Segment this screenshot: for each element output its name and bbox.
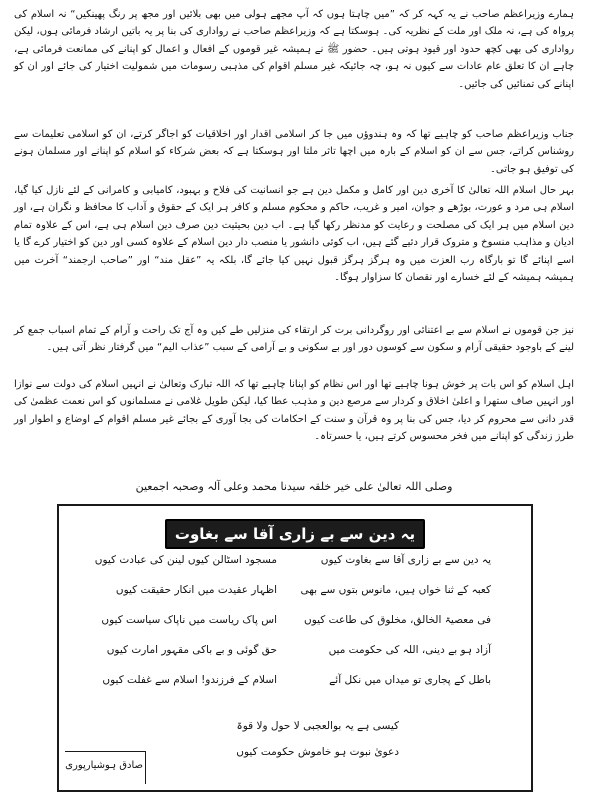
poet-signature: صادق ہوشیارپوری bbox=[65, 760, 143, 771]
article-paragraph-3: بہر حال اسلام اللہ تعالیٰ کا آخری دین اور کامل و مکمل دین ہے جو انسانیت کی فلاح و بہبود، کامیابی و کامرانی کے لئے نازل کیا گیا، اسلام ہی مرد و عورت، بوڑھے و جوان، امیر و غریب، حاکم و محکوم مسلم و کافر ہر ایک کے حقوق و آداب کا محافظ و نگران ہے، اور دین اسلام میں ہر ایک کی مصلحت و رعایت کو مدنظر رکھا گیا ہے۔ اب دین بحیثیت دین صرف دین اسلام ہی ہے، اس کے علاوہ تمام ادیان و مذاہب منسوخ و متروک قرار دئیے گئے ہیں، اب کوئی دانشور یا منصب دار دین اسلام کے علاوہ کسی اور دین کو اختیار کرے گا یا اسے اپنائے گا تو بارگاہ رب العزت میں وہ ہرگز ہرگز قبول نہیں کیا جائے گا، بلکہ یہ ”عقل مند“ اور ”صاحب ارجمند“ آخرت میں ہمیشہ ہمیشہ کے لئے خسارے اور نقصان کا سزاوار ہوگا۔ bbox=[14, 185, 574, 284]
poem-left-column bbox=[87, 554, 277, 714]
poem-verse: آزاد ہو بے دینی، اللہ کی حکومت میں bbox=[328, 644, 491, 656]
poem-verse: یہ دین سے بے زاری آقا سے بغاوت کیوں bbox=[320, 554, 491, 566]
poem-closing-couplet bbox=[199, 720, 399, 770]
poem-verse: فی معصیۃ الخالق، مخلوق کی طاعت کیوں bbox=[304, 614, 491, 626]
signature-box bbox=[65, 751, 146, 784]
poem-verse: حق گوئی و بے باکی مقہور امارت کیوں bbox=[106, 644, 277, 656]
poem-verse: کیسی ہے یہ بوالعجبی لا حول ولا قوۃ bbox=[236, 720, 399, 732]
poem-verse: دعویٰ نبوت ہو خاموش حکومت کیوں bbox=[236, 746, 399, 758]
article-paragraph-2: جناب وزیراعظم صاحب کو چاہیے تھا کہ وہ ہندوؤں میں جا کر اسلامی اقدار اور اخلاقیات کو اجاگر کرتے، ان کو اسلامی تعلیمات سے روشناس کراتے، جس سے ان کو اسلام کے بارہ میں اچھا تاثر ملتا اور ہوسکتا ہے کہ بعض شرکاء کو اسلام کو اپنانے اور مسلمان ہونے کی توفیق ہو جاتی۔ bbox=[14, 129, 574, 175]
poem-box bbox=[57, 504, 533, 792]
poem-verse: اس پاک ریاست میں ناپاک سیاست کیوں bbox=[101, 614, 277, 626]
poem-verse: باطل کے پجاری تو میداں میں نکل آئے bbox=[329, 674, 491, 686]
poem-verse: اظہار عقیدت میں انکار حقیقت کیوں bbox=[115, 584, 277, 596]
closing-blessing: وصلی اللہ تعالیٰ علی خیر خلقہ سیدنا محمد وعلی آلہ وصحبہ اجمعین bbox=[135, 480, 453, 493]
poem-verse: اسلام کے فرزندو! اسلام سے غفلت کیوں bbox=[102, 674, 277, 686]
poem-title: یہ دین سے بے زاری آقا سے بغاوت کیوں؟ bbox=[165, 519, 425, 549]
article-paragraph-4: نیز جن قوموں نے اسلام سے بے اعتنائی اور روگردانی برت کر ارتقاء کی منزلیں طے کیں وہ آج تک راحت و آرام کے تمام اسباب جمع کر لینے کے باوجود حقیقی آرام و سکون سے کوسوں دور اور بے سکونی و بے آرامی کے سبب ”عذاب الیم“ میں گرفتار نظر آتی ہیں۔ bbox=[14, 325, 574, 354]
article-paragraph-5: اہل اسلام کو اس بات پر خوش ہونا چاہیے تھا اور اس نظام کو اپنانا چاہیے تھا کہ اللہ تبارک وتعالیٰ نے انہیں اسلام کی دولت سے نوازا اور انہیں صاف ستھرا و اعلیٰ اخلاق و کردار سے مرصع دین و مذہب عطا کیا، لیکن طویل غلامی نے مسلمانوں کو اس نعمت عظمیٰ کی قدر دانی سے محروم کر دیا، جس کی بنا پر وہ قرآن و سنت کے احکامات کی بجا آوری کے بجائے غیر مسلم اقوام کے اوضاع و اطوار اور طرز زندگی کو اپنانے میں فخر محسوس کرتے ہیں، یا حسرتاہ۔ bbox=[14, 379, 574, 443]
article-paragraph-1: ہمارے وزیراعظم صاحب نے یہ کہہ کر کہ ”میں چاہتا ہوں کہ آپ مجھے ہولی میں بھی بلائیں اور مجھ پر رنگ پھینکیں“ نہ اسلام کی پرواہ کی ہے، نہ ملک اور ملت کے نظریہ کی۔ ہوسکتا ہے کہ وزیراعظم صاحب نے رواداری کی بنا پر یہ باتیں ارشاد فرمائی ہوں، لیکن رواداری کی بھی کچھ حدود اور قیود ہوتی ہیں۔ حضور ﷺ نے ہمیشہ غیر قوموں کے افعال و اعمال کو اپنانے کی ممانعت فرمائی ہے، چاہے ان کا تعلق عام عادات سے کیوں نہ ہو، چہ جائیکہ غیر مسلم اقوام کی مذہبی رسومات میں شمولیت اختیار کی جائے اور ان کو اپنانے کی تمنائیں کی جائیں۔ bbox=[14, 9, 574, 90]
poem-right-column bbox=[300, 554, 491, 714]
poem-verse: کعبہ کے ثنا خواں ہیں، مانوس بتوں سے بھی bbox=[300, 584, 491, 596]
poem-verse: مسجود اسٹالن کیوں لینن کی عبادت کیوں bbox=[94, 554, 277, 566]
